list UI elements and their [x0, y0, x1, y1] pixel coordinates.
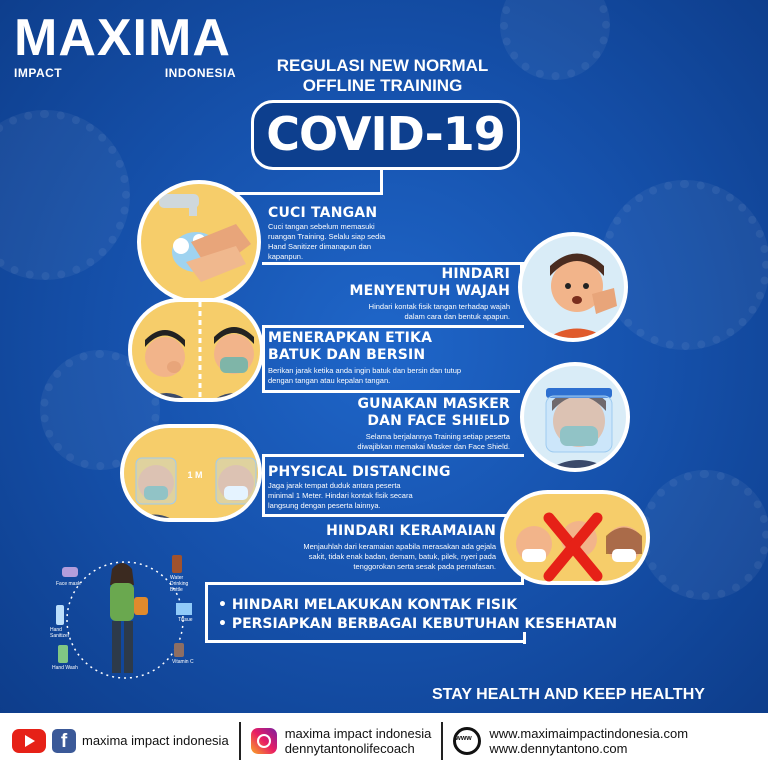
connector-line [262, 454, 524, 457]
footer-website-2[interactable]: www.dennytantono.com [489, 740, 628, 756]
item-desc-face-touch: Hindari kontak fisik tangan terhadap wajah dalam cara dan bentuk apapun. [368, 302, 510, 321]
item-title-crowd: HINDARI KERAMAIAN [326, 523, 496, 539]
item-desc-crowd: Menjauhlah dari keramaian apabila merasakan ada gejala sakit, tidak enak badan, demam, batuk, pilek, nyeri pada tenggorokan serta sesak pada pernafasan. [303, 542, 496, 571]
connector-line [262, 390, 520, 393]
footer-website-1[interactable]: www.maximaimpactindonesia.com [489, 725, 689, 741]
connector-line [262, 325, 524, 328]
distancing-illustration [120, 424, 262, 522]
kit-tag-hand-wash: Hand Wash [52, 665, 78, 671]
item-title-cough-line-2: BATUK DAN BERSIN [268, 347, 426, 363]
header [250, 56, 515, 96]
footer-instagram-2[interactable]: dennytantonolifecoach [284, 740, 415, 756]
globe-icon [453, 727, 481, 755]
footer-social-name[interactable]: maxima impact indonesia [82, 733, 229, 748]
virus-decoration-5 [500, 0, 610, 80]
item-title-cough [268, 330, 432, 364]
health-kit-illustration [50, 545, 200, 695]
item-title-distancing: PHYSICAL DISTANCING [268, 464, 451, 480]
kit-tag-tissue: Tissue [178, 617, 193, 623]
item-desc-handwash: Cuci tangan sebelum memasuki ruangan Training. Selalu siap sedia Hand Sanitizer dimanapun dan kapanpun. [268, 222, 386, 261]
logo-impact: IMPACT [14, 66, 63, 80]
logo-indonesia: INDONESIA [164, 66, 236, 80]
bullet-item: • PERSIAPKAN BERBAGAI KEBUTUHAN KESEHATAN [218, 615, 617, 634]
handwash-illustration [137, 180, 261, 304]
connector-line [205, 582, 208, 642]
item-title-cough-line-1: MENERAPKAN ETIKA [268, 330, 433, 346]
item-desc-mask: Selama berjalannya Training setiap peserta diwajibkan memakai Masker dan Face Shield. [357, 432, 510, 451]
header-line-1: REGULASI NEW NORMAL [276, 56, 489, 75]
connector-line [262, 514, 524, 517]
item-title-handwash: CUCI TANGAN [268, 205, 378, 221]
footer-divider [441, 722, 443, 760]
kit-tag-sanitizer: Hand Sanitizer [50, 627, 70, 639]
footer-bar [0, 713, 768, 768]
item-title-face-touch-line-1: HINDARI [441, 266, 510, 282]
mask-shield-illustration [520, 362, 630, 472]
footer-instagram-1[interactable]: maxima impact indonesia [284, 725, 432, 741]
item-title-face-touch [300, 266, 510, 300]
kit-tag-vitamin-c: Vitamin C [172, 659, 194, 665]
instagram-icon[interactable] [251, 728, 277, 754]
kit-tag-face-mask: Face mask [56, 581, 81, 587]
facebook-icon[interactable]: f [52, 729, 76, 753]
virus-decoration-4 [640, 470, 768, 600]
virus-decoration-1 [0, 110, 130, 280]
slogan: STAY HEALTH AND KEEP HEALTHY [432, 686, 705, 703]
item-title-mask-line-1: GUNAKAN MASKER [357, 396, 510, 412]
covid-title: COVID-19 [251, 100, 520, 170]
connector-line [380, 170, 383, 194]
bullet-item: • HINDARI MELAKUKAN KONTAK FISIK [218, 596, 617, 615]
kit-tag-bottle: Water Drinking Bottle [170, 575, 189, 593]
connector-line [262, 262, 532, 265]
item-title-mask-line-2: DAN FACE SHIELD [367, 413, 510, 429]
bullet-list [218, 596, 617, 634]
virus-decoration-2 [600, 180, 768, 350]
header-line-2: OFFLINE TRAINING [302, 76, 463, 95]
maxima-logo [14, 9, 236, 80]
footer-divider [239, 722, 241, 760]
connector-line [262, 454, 265, 514]
item-title-face-touch-line-2: MENYENTUH WAJAH [349, 283, 510, 299]
item-desc-distancing: Jaga jarak tempat duduk antara peserta minimal 1 Meter. Hindari kontak fisik secara langsung dengan peserta lainnya. [268, 481, 413, 510]
logo-wordmark: MAXIMA [14, 9, 231, 67]
cough-etiquette-illustration [128, 298, 264, 402]
distance-badge: 1 M [187, 470, 203, 480]
youtube-icon[interactable] [12, 729, 46, 753]
item-title-mask [300, 396, 510, 430]
connector-line [205, 582, 524, 585]
face-touch-illustration [518, 232, 628, 342]
item-desc-cough: Berikan jarak ketika anda ingin batuk dan bersin dan tutup dengan tangan atau kepalan tangan. [268, 366, 462, 385]
cross-mark-icon [543, 512, 603, 582]
connector-line [205, 640, 525, 643]
